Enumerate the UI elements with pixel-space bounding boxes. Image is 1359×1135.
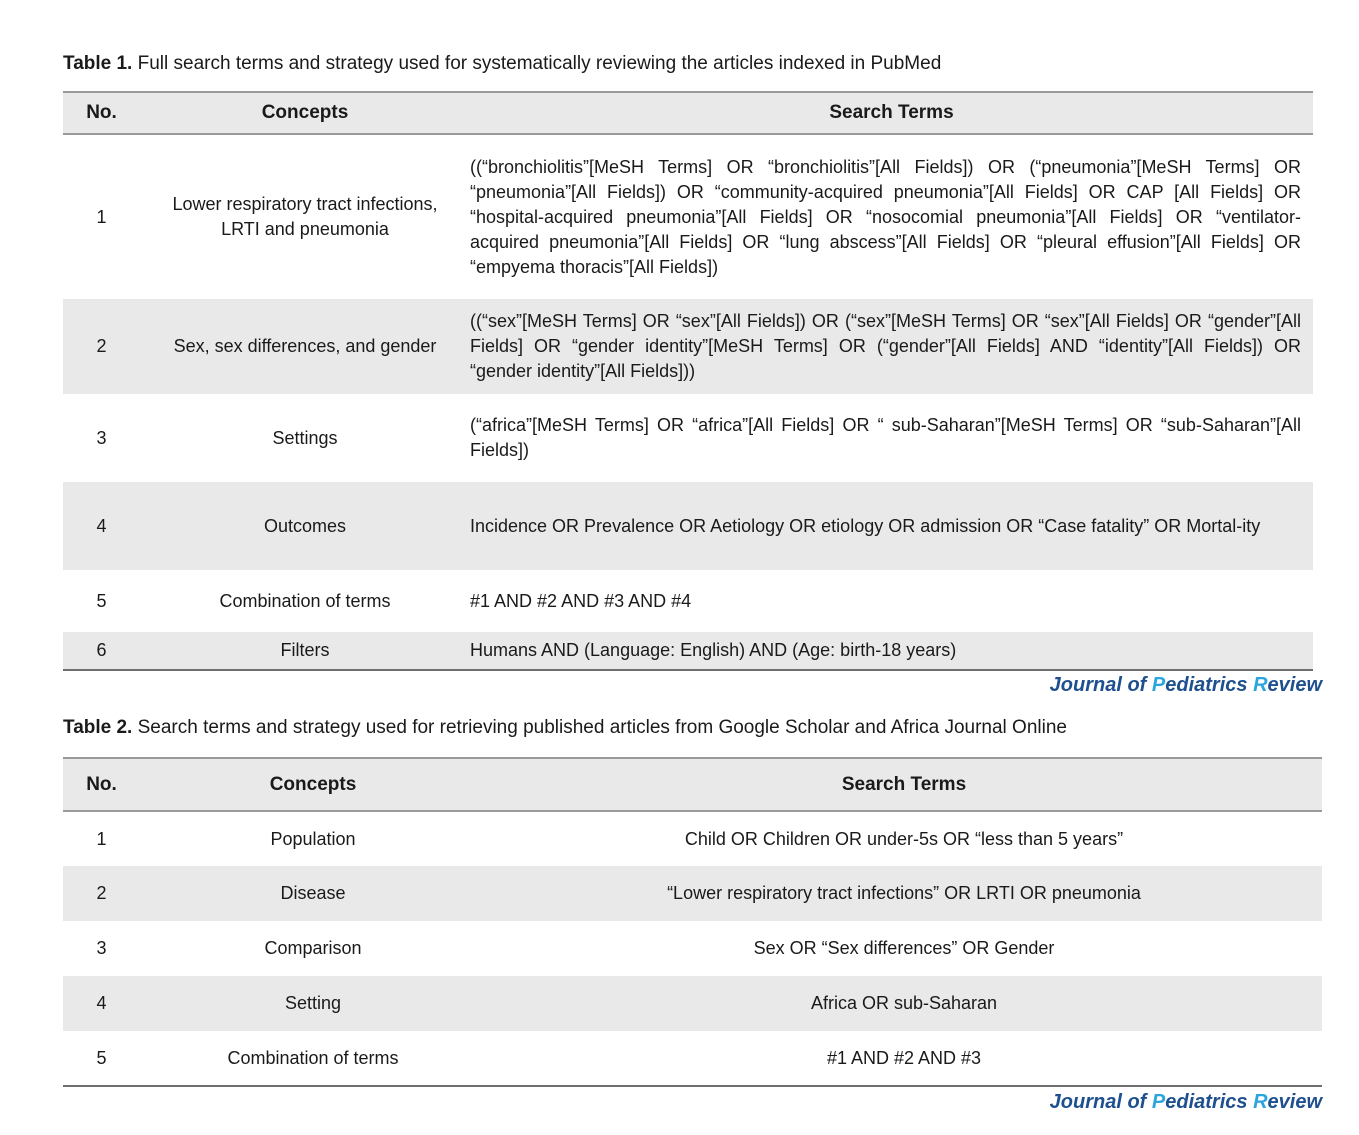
row-concept (140, 134, 470, 299)
row-terms: Child OR Children OR under-5s OR “less than 5 years” (684, 828, 1124, 849)
row-number: 6 (63, 632, 140, 670)
journal-logo-text: ediatrics (1165, 674, 1254, 696)
journal-logo-text: Journal of (1049, 1091, 1152, 1113)
row-number: 1 (96, 206, 107, 227)
row-terms: #1 AND #2 AND #3 AND #4 (470, 590, 692, 611)
row-concept-line: Lower respiratory tract infections, (172, 194, 438, 214)
table2-header-concepts: Concepts (269, 773, 357, 795)
table-row (63, 134, 1313, 299)
journal-logo-text: eview (1267, 674, 1322, 696)
journal-logo-text: R (1253, 674, 1268, 696)
table-row (63, 570, 1313, 632)
row-concept: Population (270, 828, 356, 849)
table1-caption (63, 52, 941, 76)
journal-logo-text: Journal of (1049, 674, 1152, 696)
row-terms: Sex OR “Sex differences” OR Gender (753, 938, 1055, 958)
journal-logo (1050, 1091, 1322, 1114)
row-terms: (“africa”[MeSH Terms] OR “africa”[All Fields] OR “ sub-Saharan”[MeSH Terms] OR “sub-Saharan”[All Fields]) (470, 415, 1301, 460)
table-row (63, 866, 1322, 921)
table2 (63, 757, 1322, 1087)
table2-caption (63, 716, 1067, 740)
table-row (63, 632, 1313, 670)
row-terms: Humans AND (Language: English) AND (Age: birth-18 years) (470, 632, 1313, 670)
table-row (63, 1031, 1322, 1086)
journal-logo-text: P (1151, 1091, 1166, 1113)
row-terms: ((“sex”[MeSH Terms] OR “sex”[All Fields]) OR (“sex”[MeSH Terms] OR “sex”[All Fields] OR “gender”[All Fields] OR “gender identity”[MeSH Terms] OR (“gender”[All Fields] AND “identity”[All Fields]) OR “gender identity”[All Fields])) (470, 311, 1301, 381)
table-row (63, 921, 1322, 976)
row-concept: Combination of terms (140, 1031, 486, 1086)
row-terms: #1 AND #2 AND #3 (486, 1031, 1322, 1086)
table-row (63, 299, 1313, 394)
row-number: 4 (96, 515, 107, 536)
table2-header-row (63, 758, 1322, 811)
table2-header-no: No. (86, 773, 117, 795)
row-terms: ((“bronchiolitis”[MeSH Terms] OR “bronchiolitis”[All Fields]) OR (“pneumonia”[MeSH Terms] OR “pneumonia”[All Fields]) OR “community-acquired pneumonia”[All Fields] OR CAP [All Fields] OR “hospital-acquired pneumonia”[All Fields] OR “nosocomial pneumonia”[All Fields] OR “ventilator-acquired pneumonia”[All Fields] OR “lung abscess”[All Fields] OR “pleural effusion”[All Fields] OR “empyema thoracis”[All Fields]) (470, 156, 1301, 277)
table1-header-concepts: Concepts (261, 102, 349, 123)
row-number: 3 (96, 427, 107, 448)
journal-logo-text: ediatrics (1165, 1091, 1254, 1113)
row-concept: Setting (284, 993, 342, 1013)
table1-header-row (63, 92, 1313, 134)
table-row (63, 394, 1313, 482)
table1-header-terms: Search Terms (829, 102, 954, 123)
journal-logo-text: P (1151, 674, 1166, 696)
table-row (63, 976, 1322, 1031)
row-concept: Settings (272, 427, 338, 448)
row-number: 2 (96, 336, 107, 356)
table-row (63, 811, 1322, 866)
row-concept-line: LRTI and pneumonia (221, 219, 389, 239)
row-number: 1 (96, 828, 107, 849)
table1-caption-label: Table 1. (63, 53, 133, 74)
row-concept: Sex, sex differences, and gender (173, 336, 437, 356)
row-concept: Disease (280, 883, 346, 903)
journal-logo (1050, 674, 1322, 697)
row-number: 4 (96, 993, 107, 1013)
row-concept: Filters (140, 632, 470, 670)
row-concept: Outcomes (263, 515, 347, 536)
table2-caption-text: Search terms and strategy used for retrieving published articles from Google Scholar and Africa Journal Online (132, 717, 1067, 738)
table2-header-terms: Search Terms (841, 773, 967, 795)
row-terms: Africa OR sub-Saharan (810, 993, 998, 1013)
row-concept: Combination of terms (219, 590, 391, 611)
row-concept: Comparison (264, 938, 362, 958)
journal-logo-text: R (1253, 1091, 1268, 1113)
table1-caption-text: Full search terms and strategy used for systematically reviewing the articles indexed in PubMed (132, 53, 942, 74)
table1-header-no: No. (86, 102, 117, 123)
row-terms: Incidence OR Prevalence OR Aetiology OR etiology OR admission OR “Case fatality” OR Mortal-ity (470, 515, 1261, 536)
row-number: 2 (96, 883, 107, 903)
row-terms: “Lower respiratory tract infections” OR LRTI OR pneumonia (667, 883, 1141, 903)
table1 (63, 91, 1313, 671)
journal-logo-text: eview (1267, 1091, 1322, 1113)
row-number: 5 (63, 1031, 140, 1086)
row-number: 5 (96, 590, 107, 611)
table2-caption-label: Table 2. (63, 717, 133, 738)
table-row (63, 482, 1313, 570)
row-number: 3 (96, 938, 107, 958)
